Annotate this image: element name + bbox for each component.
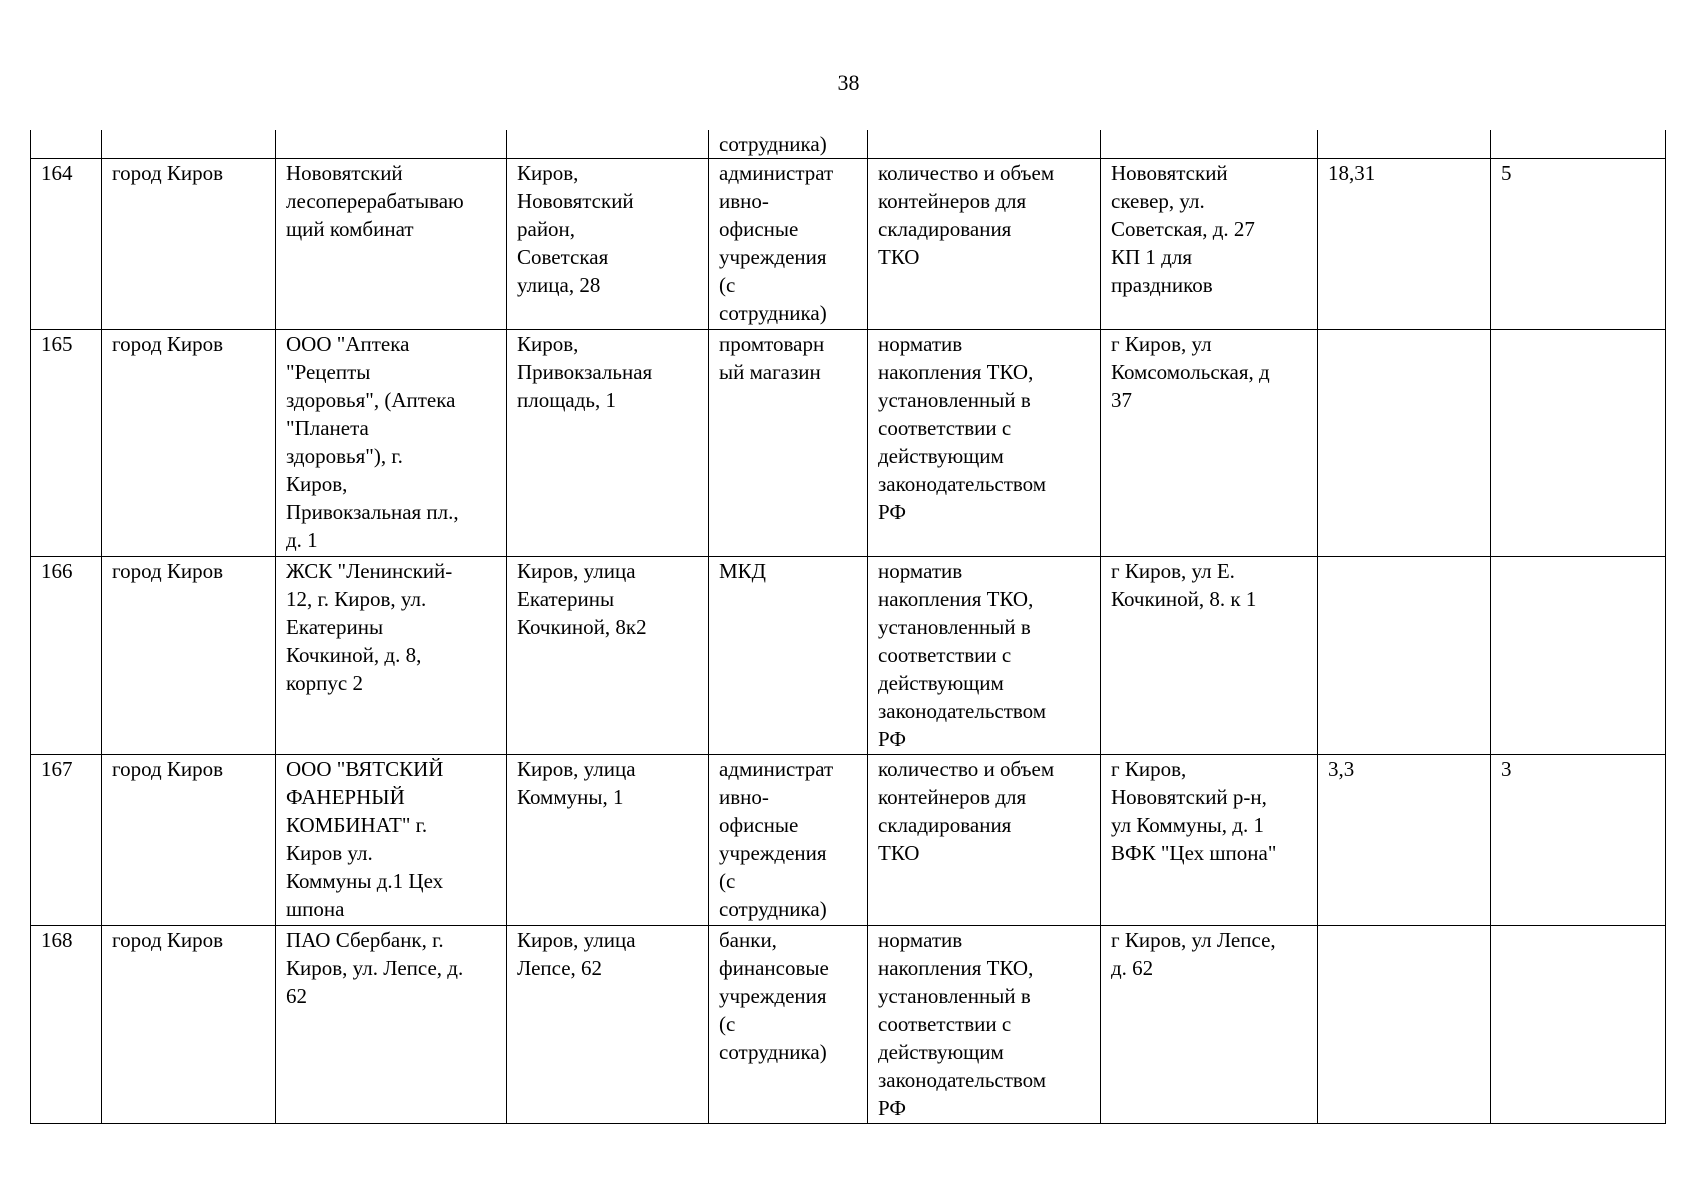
cell-containers: 5 — [1491, 159, 1666, 330]
cell-site: г Киров, ул Комсомольская, д 37 — [1101, 330, 1318, 557]
cell-site: Нововятский скевер, ул. Советская, д. 27 КП 1 для праздников — [1101, 159, 1318, 330]
cell-address: Киров, улица Лепсе, 62 — [507, 926, 709, 1124]
cell-category: администрат ивно- офисные учреждения (с сотрудника) — [709, 755, 868, 926]
cell-num — [31, 130, 102, 159]
cell-category: банки, финансовые учреждения (с сотрудника) — [709, 926, 868, 1124]
cell-address: Киров, улица Коммуны, 1 — [507, 755, 709, 926]
cell-category: сотрудника) — [709, 130, 868, 159]
cell-municipality: город Киров — [102, 159, 276, 330]
cell-num: 166 — [31, 557, 102, 755]
cell-site: г Киров, Нововятский р-н, ул Коммуны, д. 1 ВФК "Цех шпона" — [1101, 755, 1318, 926]
cell-volume — [1318, 130, 1491, 159]
cell-num: 165 — [31, 330, 102, 557]
cell-volume — [1318, 557, 1491, 755]
cell-address: Киров, Нововятский район, Советская улица, 28 — [507, 159, 709, 330]
cell-site: г Киров, ул Лепсе, д. 62 — [1101, 926, 1318, 1124]
cell-calc-method: норматив накопления ТКО, установленный в соответствии с действующим законодательством РФ — [868, 330, 1101, 557]
cell-calc-method: количество и объем контейнеров для складирования ТКО — [868, 159, 1101, 330]
cell-calc-method: количество и объем контейнеров для складирования ТКО — [868, 755, 1101, 926]
cell-volume — [1318, 926, 1491, 1124]
cell-calc-method: норматив накопления ТКО, установленный в соответствии с действующим законодательством РФ — [868, 926, 1101, 1124]
cell-num: 164 — [31, 159, 102, 330]
cell-volume: 18,31 — [1318, 159, 1491, 330]
table-row — [31, 557, 1666, 755]
cell-organization: Нововятский лесоперерабатываю щий комбинат — [276, 159, 507, 330]
cell-address: Киров, улица Екатерины Кочкиной, 8к2 — [507, 557, 709, 755]
cell-organization — [276, 130, 507, 159]
page-number: 38 — [837, 70, 860, 95]
cell-category: администрат ивно- офисные учреждения (с сотрудника) — [709, 159, 868, 330]
cell-municipality: город Киров — [102, 557, 276, 755]
table-row — [31, 159, 1666, 330]
cell-calc-method: норматив накопления ТКО, установленный в соответствии с действующим законодательством РФ — [868, 557, 1101, 755]
cell-containers — [1491, 926, 1666, 1124]
cell-volume: 3,3 — [1318, 755, 1491, 926]
cell-category: МКД — [709, 557, 868, 755]
cell-num: 168 — [31, 926, 102, 1124]
cell-containers — [1491, 557, 1666, 755]
cell-calc-method — [868, 130, 1101, 159]
cell-municipality: город Киров — [102, 755, 276, 926]
cell-municipality: город Киров — [102, 926, 276, 1124]
cell-address: Киров, Привокзальная площадь, 1 — [507, 330, 709, 557]
cell-address — [507, 130, 709, 159]
cell-organization: ООО "Аптека "Рецепты здоровья", (Аптека "Планета здоровья"), г. Киров, Привокзальная пл., д. 1 — [276, 330, 507, 557]
cell-municipality: город Киров — [102, 330, 276, 557]
cell-municipality — [102, 130, 276, 159]
cell-num: 167 — [31, 755, 102, 926]
cell-volume — [1318, 330, 1491, 557]
waste-sites-table — [30, 130, 1666, 1124]
table-row — [31, 755, 1666, 926]
cell-category: промтоварн ый магазин — [709, 330, 868, 557]
cell-containers: 3 — [1491, 755, 1666, 926]
cell-organization: ООО "ВЯТСКИЙ ФАНЕРНЫЙ КОМБИНАТ" г. Киров ул. Коммуны д.1 Цех шпона — [276, 755, 507, 926]
cell-site — [1101, 130, 1318, 159]
table-row — [31, 926, 1666, 1124]
table-row-continuation — [31, 130, 1666, 159]
cell-organization: ЖСК "Ленинский- 12, г. Киров, ул. Екатерины Кочкиной, д. 8, корпус 2 — [276, 557, 507, 755]
cell-site: г Киров, ул Е. Кочкиной, 8. к 1 — [1101, 557, 1318, 755]
cell-organization: ПАО Сбербанк, г. Киров, ул. Лепсе, д. 62 — [276, 926, 507, 1124]
cell-containers — [1491, 330, 1666, 557]
table-row — [31, 330, 1666, 557]
cell-containers — [1491, 130, 1666, 159]
